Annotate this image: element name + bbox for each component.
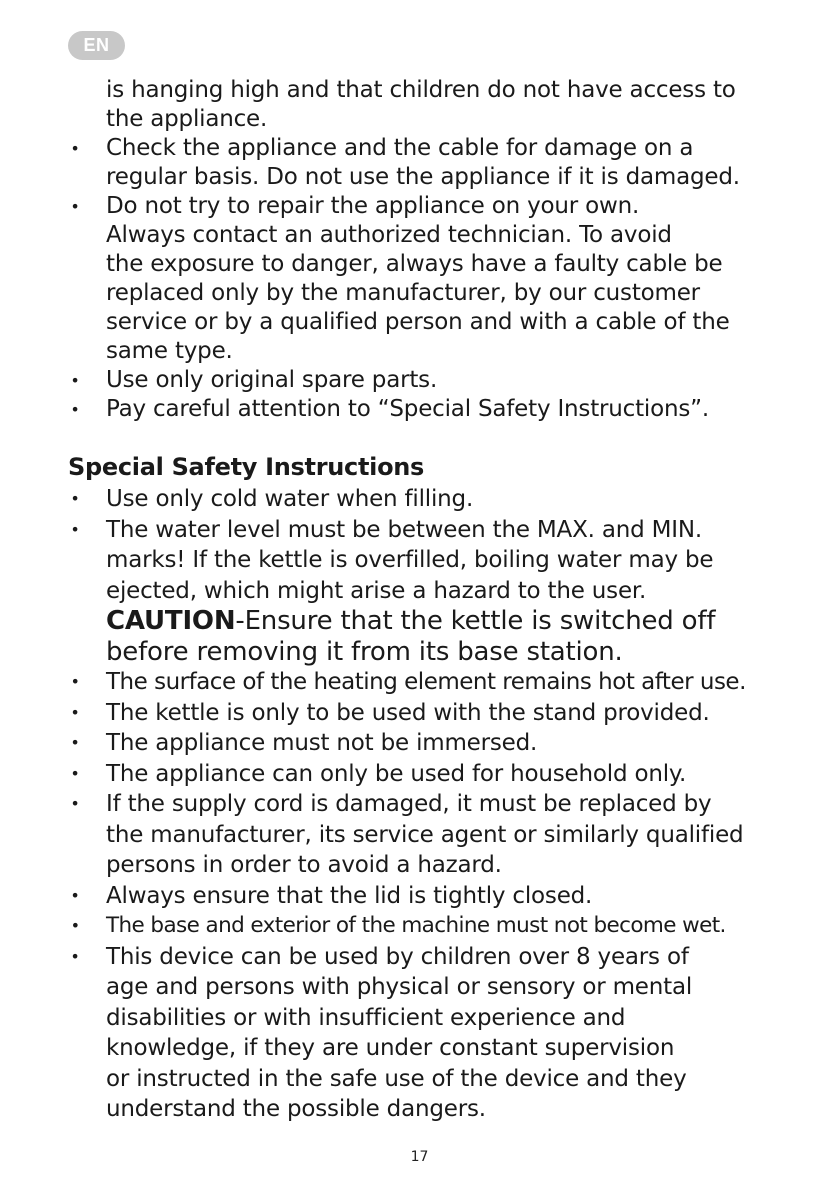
- continuation-line: regular basis. Do not use the appliance if it is damaged.: [106, 164, 740, 190]
- continuation-line: ejected, which might arise a hazard to the user.: [106, 577, 647, 604]
- caution-line-1: [68, 606, 788, 636]
- bullet-item: • The surface of the heating element remains hot after use.: [68, 667, 788, 697]
- continuation-line: replaced only by the manufacturer, by our customer: [106, 280, 700, 306]
- document-body: [68, 76, 788, 1125]
- section-heading: Special Safety Instructions: [68, 453, 425, 481]
- continuation-line: age and persons with physical or sensory or mental: [106, 974, 693, 1000]
- caution-line-2: before removing it from its base station.: [106, 636, 623, 667]
- special-safety-list: [68, 484, 788, 1124]
- bullet-item: • Use only cold water when filling.: [68, 484, 788, 514]
- language-badge: EN: [68, 31, 125, 60]
- continuation-line: marks! If the kettle is overfilled, boiling water may be: [106, 547, 714, 573]
- bullet-item: • The kettle is only to be used with the stand provided.: [68, 698, 788, 728]
- continuation-line: or instructed in the safe use of the device and they: [106, 1065, 687, 1092]
- bullet-item: • The water level must be between the MAX. and MIN.: [68, 515, 788, 545]
- continuation-line: the appliance.: [106, 106, 268, 132]
- continuation-line: the exposure to danger, always have a faulty cable be: [106, 251, 723, 277]
- continuation-line: Always contact an authorized technician. To avoid: [106, 222, 672, 248]
- bullet-item: • Do not try to repair the appliance on your own.: [68, 192, 788, 221]
- bullet-item: • Check the appliance and the cable for damage on a: [68, 134, 788, 163]
- continuation-line: is hanging high and that children do not have access to: [106, 77, 736, 103]
- continuation-line: knowledge, if they are under constant supervision: [106, 1035, 675, 1061]
- continuation-line: understand the possible dangers.: [106, 1096, 486, 1122]
- caution-text-1: -Ensure that the kettle is switched off: [235, 606, 716, 636]
- page-number: 17: [410, 1149, 429, 1165]
- bullet-item: • The base and exterior of the machine must not become wet.: [68, 911, 788, 941]
- bullet-item: • The appliance can only be used for household only.: [68, 759, 788, 789]
- bullet-item: • Always ensure that the lid is tightly closed.: [68, 881, 788, 911]
- continuation-line: same type.: [106, 338, 233, 364]
- bullet-item: • Pay careful attention to “Special Safety Instructions”.: [68, 395, 788, 424]
- continuation-line: disabilities or with insufficient experience and: [106, 1004, 626, 1031]
- intro-list: [68, 76, 788, 424]
- bullet-item: • If the supply cord is damaged, it must be replaced by: [68, 789, 788, 819]
- continuation-line: the manufacturer, its service agent or similarly qualified: [106, 821, 744, 848]
- caution-label: CAUTION: [106, 606, 236, 636]
- continuation-line: persons in order to avoid a hazard.: [106, 852, 502, 878]
- continuation-line: service or by a qualified person and with a cable of the: [106, 309, 730, 335]
- bullet-item: • The appliance must not be immersed.: [68, 728, 788, 758]
- bullet-item: • This device can be used by children over 8 years of: [68, 942, 788, 972]
- bullet-item: • Use only original spare parts.: [68, 366, 788, 395]
